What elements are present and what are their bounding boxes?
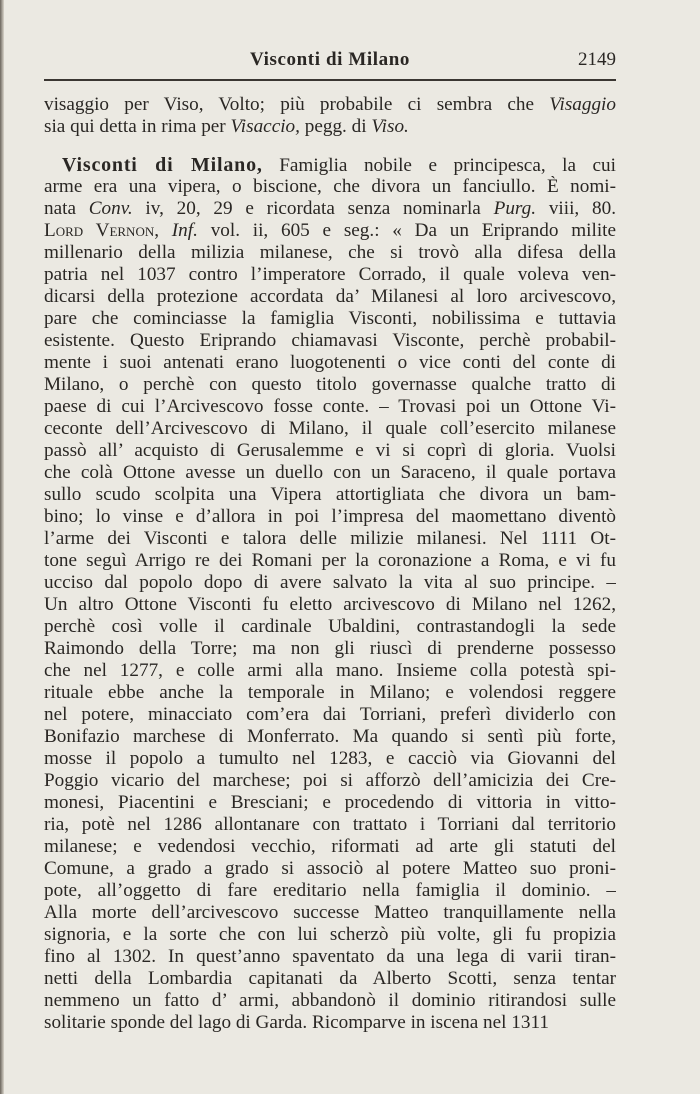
text-run: viii, 80. <box>536 198 616 219</box>
entry-line <box>44 858 616 880</box>
text-run: mosse il popolo a tumulto nel 1283, e cacciò via Giovanni del <box>44 748 616 769</box>
entry-line <box>44 792 616 814</box>
entry-line <box>44 770 616 792</box>
text-run: fino al 1302. In quest’anno spaventato da una lega di varii tiran- <box>44 946 616 967</box>
text-run: signoria, e la sorte che con lui scherzò più volte, gli fu propizia <box>44 924 616 945</box>
entry-line <box>44 396 616 418</box>
text-run: sia qui detta in rima per <box>44 116 231 137</box>
entry-line <box>44 506 616 528</box>
text-run <box>159 220 172 241</box>
entry-line <box>44 242 616 264</box>
running-title: Visconti di Milano <box>250 49 410 70</box>
entry-line <box>44 990 616 1012</box>
text-run: vol. ii, 605 e seg.: « Da un Eriprando milite <box>197 220 616 241</box>
entry-line <box>44 418 616 440</box>
text-run: solitarie sponde del lago di Garda. Ricomparve in iscena nel 1311 <box>44 1012 549 1033</box>
text-run: pare che cominciasse la famiglia Visconti, nobilissima e tuttavia <box>44 308 616 329</box>
entry-line <box>44 220 616 242</box>
entry-line <box>44 572 616 594</box>
text-run: dicarsi della protezione accordata da’ Milanesi al loro arcivescovo, <box>44 286 616 307</box>
entry-line <box>44 1012 616 1034</box>
entry-line <box>44 286 616 308</box>
entry-line <box>44 264 616 286</box>
text-run: nata <box>44 198 89 219</box>
text-run: netti della Lombardia capitanati da Alberto Scotti, senza tentar <box>44 968 616 989</box>
text-run: Famiglia nobile e principesca, la cui <box>262 155 616 176</box>
text-run: Visaggio <box>549 94 616 115</box>
text-run: Bonifazio marchese di Monferrato. Ma quando si sentì più forte, <box>44 726 616 747</box>
text-run: che nel 1277, e colle armi alla mano. Insieme colla potestà spi- <box>44 660 616 681</box>
entry-line <box>44 550 616 572</box>
entry-line <box>44 902 616 924</box>
text-run: nel potere, minacciato com’era dai Torriani, preferì dividerlo con <box>44 704 616 725</box>
entry-line <box>44 880 616 902</box>
text-run: Alla morte dell’arcivescovo successe Matteo tranquillamente nella <box>44 902 616 923</box>
text-run: Comune, a grado a grado si associò al potere Matteo suo proni- <box>44 858 616 879</box>
text-run: ria, potè nel 1286 allontanare con trattato i Torriani dal territorio <box>44 814 616 835</box>
text-run: Milano, o perchè con questo titolo governasse qualche tratto di <box>44 374 616 395</box>
text-run: pegg. di <box>299 116 372 137</box>
entry-line <box>44 704 616 726</box>
text-run: l’arme dei Visconti e talora delle milizie milanesi. Nel 1111 Ot- <box>44 528 616 549</box>
text-run: milanese; e vedendosi vecchio, riformati ad arte gli statuti del <box>44 836 616 857</box>
entry-line <box>44 308 616 330</box>
entry-line <box>44 748 616 770</box>
text-run: millenario della milizia milanese, che si trovò alla difesa della <box>44 242 616 263</box>
text-run: patria nel 1037 contro l’imperatore Corrado, il quale voleva ven- <box>44 264 616 285</box>
text-run: pote, all’oggetto di fare ereditario nella famiglia il dominio. – <box>44 880 616 901</box>
entry-line <box>44 682 616 704</box>
entry-line <box>44 154 616 176</box>
entry-line <box>44 374 616 396</box>
continuation-line <box>44 116 616 138</box>
text-run: che colà Ottone avesse un duello con un Saraceno, il quale portava <box>44 462 616 483</box>
text-run: ucciso dal popolo dopo di avere salvato la vita al suo principe. – <box>44 572 616 593</box>
entry-line <box>44 176 616 198</box>
text-run: Inf. <box>171 220 198 241</box>
entry-line <box>44 968 616 990</box>
text-run: Lord Vernon, <box>44 220 160 241</box>
text-run: monesi, Piacentini e Bresciani; e procedendo di vittoria in vitto- <box>44 792 616 813</box>
entry-line <box>44 638 616 660</box>
text-run: iv, 20, 29 e ricordata senza nominarla <box>132 198 494 219</box>
entry-line <box>44 352 616 374</box>
entry-line <box>44 814 616 836</box>
continuation-line <box>44 94 616 116</box>
entry-line <box>44 440 616 462</box>
text-run: visaggio per Viso, Volto; più probabile ci sembra che <box>44 94 550 115</box>
page-header <box>44 46 616 76</box>
text-run: paese di cui l’Arcivescovo fosse conte. – Trovasi poi un Ottone Vi- <box>44 396 616 417</box>
entry-line <box>44 660 616 682</box>
page-number: 2149 <box>578 49 616 70</box>
text-run: cecontе dell’Arcivescovo di Milano, il quale coll’esercito milanese <box>44 418 616 439</box>
entry-line <box>44 198 616 220</box>
page-edge-shadow <box>0 0 4 1094</box>
entry-line <box>44 528 616 550</box>
entry-line <box>44 924 616 946</box>
text-run: esistente. Questo Eriprando chiamavasi Visconte, perchè probabil- <box>44 330 616 351</box>
text-run: Un altro Ottone Visconti fu eletto arcivescovo di Milano nel 1262, <box>44 594 616 615</box>
text-run: mente i suoi antenati erano luogotenenti o vice conti del conte di <box>44 352 616 373</box>
entry-line <box>44 836 616 858</box>
text-run: passò all’ acquisto di Gerusalemme e vi si coprì di gloria. Vuolsi <box>44 440 616 461</box>
text-run: perchè così volle il cardinale Ubaldini, contrastandogli la sede <box>44 616 616 637</box>
text-run: Raimondo della Torre; ma non gli riuscì di prenderne possesso <box>44 638 616 659</box>
entry-line <box>44 594 616 616</box>
text-run: Conv. <box>88 198 133 219</box>
text-run: nemmeno un fatto d’ armi, abbandonò il dominio ritirandosi sulle <box>44 990 616 1011</box>
entry-line <box>44 462 616 484</box>
text-run: arme era una vipera, o biscione, che divora un fanciullo. È nomi- <box>44 176 616 197</box>
text-run: Poggio vicario del marchese; poi si afforzò dell’amicizia dei Cre- <box>44 770 616 791</box>
entry-paragraph <box>44 154 616 1034</box>
header-rule <box>44 79 616 81</box>
text-run: sullo scudo scolpita una Vipera attortigliata che divora un bam- <box>44 484 616 505</box>
entry-line <box>44 484 616 506</box>
entry-line <box>44 616 616 638</box>
text-run: Viso. <box>371 116 409 137</box>
entry-headword: Visconti di Milano, <box>62 154 263 176</box>
text-run: rituale ebbe anche la temporale in Milano; e volendosi reggere <box>44 682 616 703</box>
entry-line <box>44 946 616 968</box>
text-run: Visaccio, <box>230 116 300 137</box>
continuation-paragraph <box>44 94 616 138</box>
text-run: tone seguì Arrigo re dei Romani per la coronazione a Roma, e vi fu <box>44 550 616 571</box>
text-run: Purg. <box>493 198 537 219</box>
entry-line <box>44 330 616 352</box>
text-run: bino; lo vinse e d’allora in poi l’impresa del maomettano diventò <box>44 506 616 527</box>
entry-line <box>44 726 616 748</box>
